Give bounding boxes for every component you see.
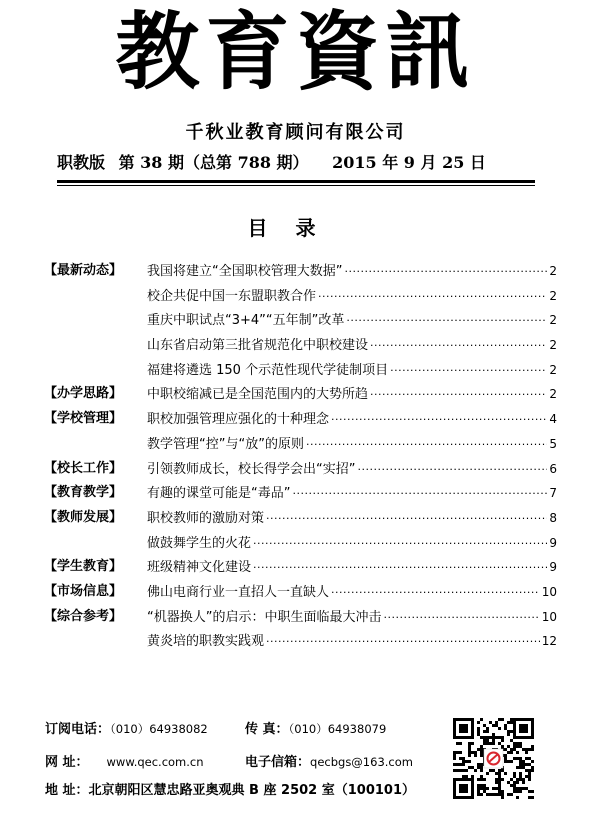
qr-code-icon <box>451 716 536 801</box>
toc-entry[interactable] <box>147 382 557 408</box>
toc-leader-dots <box>346 309 547 334</box>
toc-entry[interactable] <box>147 358 557 384</box>
toc-entry[interactable] <box>147 432 557 458</box>
toc-row <box>44 382 557 407</box>
toc-row <box>44 333 557 358</box>
header-rule-thick <box>57 180 535 183</box>
toc-entry-title: 校企共促中国一东盟职教合作 <box>147 288 317 304</box>
toc-leader-dots <box>253 556 547 581</box>
toc-page-number: 2 <box>549 387 557 402</box>
toc-page-number: 10 <box>541 584 557 599</box>
issue-line <box>57 150 531 173</box>
toc-page-number: 8 <box>549 510 557 525</box>
toc-row <box>44 457 557 482</box>
toc-category: 【教师发展】 <box>44 509 123 525</box>
toc-leader-dots <box>306 433 547 458</box>
toc-row <box>44 531 557 556</box>
toc-entry[interactable] <box>147 481 557 507</box>
toc-row <box>44 432 557 457</box>
toc-leader-dots <box>370 334 547 359</box>
toc-entry-title: 引领教师成长，校长得学会出“实招” <box>147 461 356 477</box>
toc-entry[interactable] <box>147 284 557 310</box>
contact-row-address <box>45 779 415 798</box>
toc-page-number: 7 <box>549 486 557 501</box>
toc-row <box>44 481 557 506</box>
toc-entry[interactable] <box>147 259 557 285</box>
contact-row-fax <box>245 718 386 737</box>
toc-row <box>44 358 557 383</box>
address-value: 北京朝阳区慧忠路亚奥观典 B 座 2502 室（100101） <box>88 783 415 798</box>
toc-leader-dots <box>357 458 547 483</box>
web-label: 网 址： <box>45 755 89 770</box>
issue-edition: 职教版 <box>57 153 106 172</box>
toc-entry[interactable] <box>147 457 557 483</box>
toc-entry-title: 教学管理“控”与“放”的原则 <box>147 436 304 452</box>
toc-category: 【学生教育】 <box>44 559 123 575</box>
contact-row-email <box>245 751 413 770</box>
toc-leader-dots <box>253 532 547 557</box>
toc-category: 【学校管理】 <box>44 411 123 427</box>
web-value: www.qec.com.cn <box>106 755 204 769</box>
table-of-contents <box>44 259 557 654</box>
toc-entry-title: 中职校缩减已是全国范围内的大势所趋 <box>147 387 369 403</box>
toc-page-number: 2 <box>549 264 557 278</box>
toc-entry-title: 山东省启动第三批省规范化中职校建设 <box>147 338 369 354</box>
toc-page-number: 2 <box>549 288 557 303</box>
toc-leader-dots <box>370 383 547 408</box>
toc-row <box>44 308 557 333</box>
toc-row <box>44 284 557 309</box>
toc-page-number: 9 <box>549 535 557 550</box>
toc-category: 【校长工作】 <box>44 460 123 476</box>
toc-category: 【市场信息】 <box>44 583 123 599</box>
toc-page-number: 4 <box>549 412 557 427</box>
toc-category: 【办学思路】 <box>44 386 123 402</box>
toc-entry[interactable] <box>147 605 557 631</box>
phone-value: （010）64938082 <box>110 722 208 736</box>
toc-leader-dots <box>266 630 540 655</box>
toc-entry-title: 做鼓舞学生的火花 <box>147 535 252 551</box>
toc-row <box>44 605 557 630</box>
toc-leader-dots <box>292 482 547 507</box>
masthead-title: 教育資訊 <box>115 2 476 101</box>
toc-entry[interactable] <box>147 333 557 359</box>
header-rule-thin <box>57 185 535 186</box>
toc-entry-title: 班级精神文化建设 <box>147 560 252 576</box>
toc-row <box>44 555 557 580</box>
toc-entry[interactable] <box>147 308 557 334</box>
toc-entry[interactable] <box>147 531 557 557</box>
email-label: 电子信箱： <box>245 755 311 770</box>
toc-leader-dots <box>344 260 547 285</box>
toc-page-number: 5 <box>549 436 557 451</box>
toc-title: 目录 <box>247 216 344 240</box>
toc-leader-dots <box>331 581 540 606</box>
toc-entry-title: 职校加强管理应强化的十种理念 <box>147 412 330 428</box>
toc-page-number: 9 <box>549 560 557 575</box>
toc-leader-dots <box>383 606 539 631</box>
toc-page-number: 10 <box>541 609 557 624</box>
toc-entry-title: 佛山电商行业一直招人一直缺人 <box>147 584 330 600</box>
toc-entry[interactable] <box>147 629 557 655</box>
toc-leader-dots <box>390 359 547 384</box>
toc-page-number: 12 <box>541 634 557 649</box>
company-name: 千秋业教育顾问有限公司 <box>185 122 406 143</box>
toc-page-number: 6 <box>549 461 557 476</box>
toc-category: 【综合参考】 <box>44 608 123 624</box>
contact-row-phone <box>45 718 208 737</box>
toc-row <box>44 259 557 284</box>
toc-entry-title: 黄炎培的职教实践观 <box>147 634 265 650</box>
toc-row <box>44 580 557 605</box>
toc-page-number: 2 <box>549 313 557 328</box>
toc-entry-title: 职校教师的激励对策 <box>147 510 265 526</box>
toc-entry[interactable] <box>147 580 557 606</box>
toc-category: 【教育教学】 <box>44 485 123 501</box>
fax-value: （010）64938079 <box>288 722 387 736</box>
toc-page-number: 2 <box>549 362 557 377</box>
toc-entry-title: 有趣的课堂可能是“毒品” <box>147 486 291 502</box>
toc-row <box>44 407 557 432</box>
address-label: 地 址： <box>45 783 89 798</box>
toc-leader-dots <box>318 285 547 310</box>
toc-entry[interactable] <box>147 407 557 433</box>
contact-row-web <box>45 751 204 770</box>
issue-date: 2015 年 9 月 25 日 <box>332 153 486 172</box>
toc-leader-dots <box>331 408 547 433</box>
toc-entry-title: 福建将遴选 150 个示范性现代学徒制项目 <box>147 362 389 378</box>
toc-entry[interactable] <box>147 555 557 581</box>
toc-entry[interactable] <box>147 506 557 532</box>
issue-number: 第 38 期（总第 788 期） <box>118 153 309 172</box>
phone-label: 订阅电话： <box>45 722 111 737</box>
toc-leader-dots <box>266 507 547 532</box>
toc-entry-title: 我国将建立“全国职校管理大数据” <box>147 264 343 279</box>
toc-page-number: 2 <box>549 338 557 353</box>
email-value: qecbgs@163.com <box>310 755 413 769</box>
toc-category: 【最新动态】 <box>44 263 123 278</box>
toc-row <box>44 629 557 654</box>
toc-entry-title: 重庆中职试点“3+4”“五年制”改革 <box>147 313 345 329</box>
fax-label: 传 真： <box>245 722 289 737</box>
toc-entry-title: “机器换人”的启示：中职生面临最大冲击 <box>147 609 382 625</box>
toc-row <box>44 506 557 531</box>
